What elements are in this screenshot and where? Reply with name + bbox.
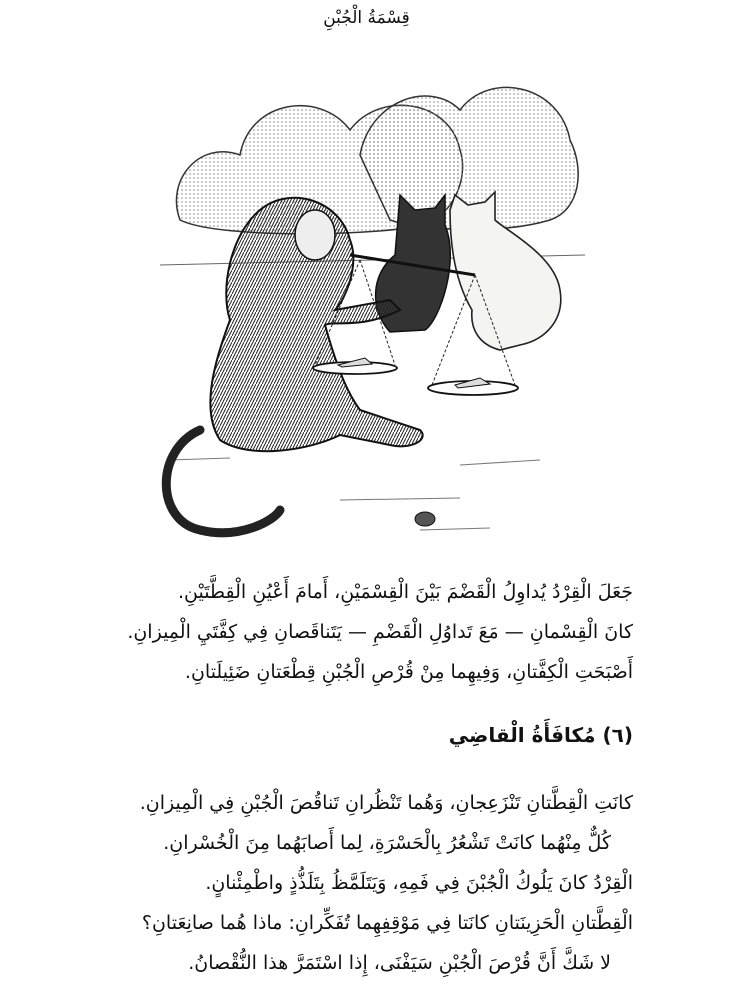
paragraph-2-line: لا شَكَّ أَنَّ قُرْصَ الْجُبْنِ سَيَفْنَى، إِذا اسْتَمَرَّ هذا النُّقْصانُ. [188,952,611,974]
paragraph-1 [73,572,633,692]
paragraph-2-line: كانَتِ الْقِطَّتانِ تَنْزَعِجانِ، وَهُما تَنْظُرانِ تَناقُصَ الْجُبْنِ فِي الْمِيزانِ. [139,792,633,814]
running-header: قِسْمَةُ الْجُبْنِ [323,8,410,28]
paragraph-1-line: أَصْبَحَتِ الْكِفَّتانِ، وَفِيهِما مِنْ قُرْصِ الْجُبْنِ قِطْعَتانِ ضَئِيلَتانِ. [184,661,633,683]
paragraph-2-line: الْقِرْدُ كانَ يَلُوكُ الْجُبْنَ فِي فَمِهِ، وَيَتَلَمَّظُ بِتَلَذُّذٍ واطْمِئْنانٍ. [205,872,633,894]
section-heading: (٦) مُكافَأَةُ الْقاضِي [448,723,633,747]
cheese-crumb [415,512,435,526]
paragraph-2 [73,783,633,983]
paragraph-1-line: كانَ الْقِسْمانِ — مَعَ تَداوُلِ الْقَضْمِ — يَتَناقَصانِ فِي كِفَّتَيِ الْمِيزانِ. [127,621,633,643]
monkey-face [295,210,335,260]
paragraph-1-line: جَعَلَ الْقِرْدُ يُداوِلُ الْقَضْمَ بَيْنَ الْقِسْمَيْنِ، أَمامَ أَعْيُنِ الْقِطَّتَيْنِ. [177,581,633,603]
monkey-cats-scale-illustration [160,60,585,540]
paragraph-2-line: كُلٌّ مِنْهُما كانَتْ تَشْعُرُ بِالْحَسْرَةِ، لِما أَصابَهُما مِنَ الْخُسْرانِ. [163,832,611,854]
paragraph-2-line: الْقِطَّتانِ الْحَزِينَتانِ كانَتا فِي مَوْقِفِهِما تُفَكِّرانِ: ماذا هُما صانِعَتانِ؟ [141,912,633,934]
